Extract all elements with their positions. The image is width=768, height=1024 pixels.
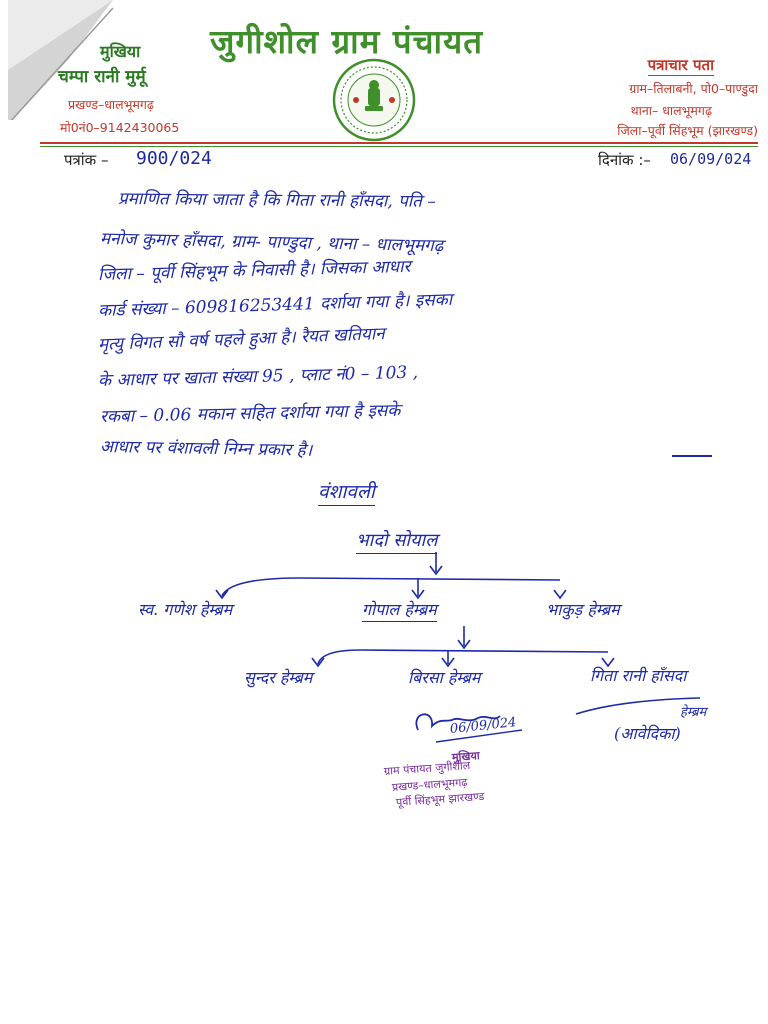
mukhiya-name: चम्पा रानी मुर्मू <box>58 67 146 87</box>
jharkhand-emblem-seal <box>332 58 416 142</box>
gen2-member: गोपाल हेम्ब्रम <box>362 598 437 622</box>
body-line: जिला – पूर्वी सिंहभूम के निवासी है। जिसका आधार <box>97 256 411 285</box>
body-line: मनोज कुमार हाँसदा, ग्राम- पाण्डुदा , थाना – धालभूमगढ़ <box>99 229 444 257</box>
gen2-member: भाकुड़ हेम्ब्रम <box>546 600 620 619</box>
gen3-member: गिता रानी हाँसदा <box>590 666 687 685</box>
patrank-value: 900/024 <box>136 148 212 169</box>
address-line-2: थाना– धालभूमगढ़ <box>630 103 712 118</box>
dinank-value: 06/09/024 <box>670 150 752 168</box>
mukhiya-label: मुखिया <box>100 42 141 61</box>
prakhand-text: प्रखण्ड–धालभूमगढ़ <box>68 97 154 112</box>
body-line: मृत्यु विगत सौ वर्ष पहले हुआ है। रैयत खतियान <box>97 323 385 355</box>
panchayat-title: जुगीशोल ग्राम पंचायत <box>210 22 484 61</box>
gen2-member: स्व. गणेश हेम्ब्रम <box>138 600 233 619</box>
stamp-line: ग्राम पंचायत जुगीशोल <box>383 758 471 778</box>
signature-date: 06/09/024 <box>449 715 518 737</box>
stamp-line: प्रखण्ड–धालभूमगढ़ <box>391 775 468 794</box>
mobile-number: मो0नं0–9142430065 <box>60 120 180 135</box>
header-divider-red <box>40 142 758 144</box>
gen3-member: बिरसा हेम्ब्रम <box>408 668 481 687</box>
body-line: प्रमाणित किया जाता है कि गिता रानी हाँसदा, पति – <box>117 189 436 212</box>
address-label: पत्राचार पता <box>647 56 714 74</box>
body-line: के आधार पर खाता संख्या 95 , प्लाट नं0 – 103 , <box>97 362 419 391</box>
gen3-member: सुन्दर हेम्ब्रम <box>244 668 313 687</box>
patrank-label: पत्रांक – <box>64 151 109 169</box>
stamp-line: पूर्वी सिंहभूम झारखण्ड <box>395 789 485 809</box>
body-line: आधार पर वंशावली निम्न प्रकार है। <box>99 437 313 461</box>
stamp-line: मुखिया <box>451 749 481 764</box>
applicant-label: (आवेदिका) <box>614 724 681 743</box>
header-divider-green <box>40 146 758 147</box>
applicant-surname-note: हेम्ब्रम <box>680 705 707 720</box>
address-line-3: जिला–पूर्वी सिंहभूम (झारखण्ड) <box>617 123 758 138</box>
body-line: रकबा – 0.06 मकान सहित दर्शाया गया है इसके <box>99 400 401 427</box>
address-line-1: ग्राम–तिलाबनी, पो0–पाण्डुदा <box>629 81 758 96</box>
dinank-label: दिनांक :– <box>598 151 651 169</box>
tree-root-name: भादो सोयाल <box>356 528 437 554</box>
vanshavali-heading: वंशावली <box>318 478 375 506</box>
body-line: कार्ड संख्या – 609816253441 दर्शाया गया है। इसका <box>97 289 453 321</box>
